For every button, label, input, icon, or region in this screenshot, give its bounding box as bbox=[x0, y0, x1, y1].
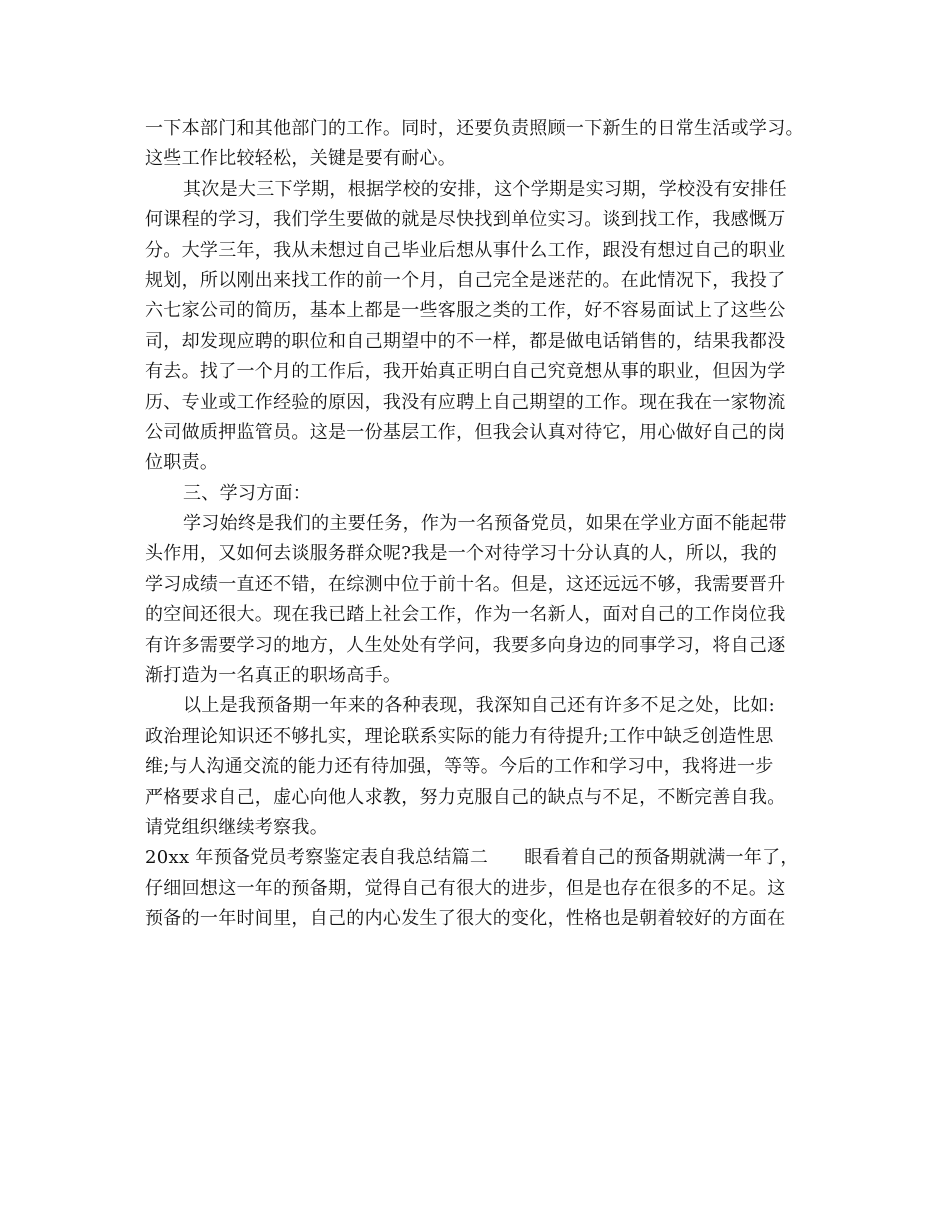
section-heading-continuation: 眼看着自己的预备期就满一年了， bbox=[524, 847, 799, 869]
text-line: 严格要求自己，虚心向他人求教，努力克服自己的缺点与不足，不断完善自我。 bbox=[145, 786, 786, 808]
section-heading: 20xx 年预备党员考察鉴定表自我总结篇二 bbox=[145, 847, 489, 869]
text-line: 一下本部门和其他部门的工作。同时，还要负责照顾一下新生的日常生活或学习。 bbox=[145, 118, 804, 139]
section-heading-line bbox=[145, 843, 813, 873]
text-line: 请党组织继续考察我。 bbox=[145, 816, 328, 838]
text-line: 学习成绩一直还不错，在综测中位于前十名。但是，这还远远不够，我需要晋升 bbox=[145, 573, 786, 595]
text-line: 公司做质押监管员。这是一份基层工作，但我会认真对待它，用心做好自己的岗 bbox=[145, 421, 786, 443]
document-page bbox=[145, 114, 813, 935]
paragraph-start-line: 以上是我预备期一年来的各种表现，我深知自己还有许多不足之处，比如: bbox=[183, 695, 775, 717]
paragraph-start-line: 其次是大三下学期，根据学校的安排，这个学期是实习期，学校没有安排任 bbox=[183, 178, 787, 200]
text-line: 位职责。 bbox=[145, 452, 219, 474]
section-title: 三、学习方面： bbox=[183, 482, 312, 504]
text-line: 政治理论知识还不够扎实，理论联系实际的能力有待提升;工作中缺乏创造性思 bbox=[145, 725, 774, 747]
text-line: 有许多需要学习的地方，人生处处有学问，我要多向身边的同事学习，将自己逐 bbox=[145, 634, 786, 656]
text-line: 规划，所以刚出来找工作的前一个月，自己完全是迷茫的。在此情况下，我投了 bbox=[145, 269, 786, 291]
text-line: 有去。找了一个月的工作后，我开始真正明白自己究竟想从事的职业，但因为学 bbox=[145, 361, 786, 383]
text-line: 历、专业或工作经验的原因，我没有应聘上自己期望的工作。现在我在一家物流 bbox=[145, 391, 786, 413]
paragraph-start-line: 学习始终是我们的主要任务，作为一名预备党员，如果在学业方面不能起带 bbox=[183, 513, 787, 535]
text-line: 这些工作比较轻松，关键是要有耐心。 bbox=[145, 148, 457, 170]
text-line: 司，却发现应聘的职位和自己期望中的不一样，都是做电话销售的，结果我都没 bbox=[145, 330, 786, 352]
text-line: 维;与人沟通交流的能力还有待加强，等等。今后的工作和学习中，我将进一步 bbox=[145, 756, 774, 778]
text-line: 的空间还很大。现在我已踏上社会工作，作为一名新人，面对自己的工作岗位我 bbox=[145, 604, 786, 626]
text-line: 仔细回想这一年的预备期，觉得自己有很大的进步，但是也存在很多的不足。这 bbox=[145, 877, 786, 899]
text-line: 何课程的学习，我们学生要做的就是尽快找到单位实习。谈到找工作，我感慨万 bbox=[145, 209, 786, 231]
text-line: 头作用，又如何去谈服务群众呢?我是一个对待学习十分认真的人，所以，我的 bbox=[145, 543, 778, 565]
text-line: 渐打造为一名真正的职场高手。 bbox=[145, 665, 402, 687]
text-line: 分。大学三年，我从未想过自己毕业后想从事什么工作，跟没有想过自己的职业 bbox=[145, 239, 786, 261]
text-line: 预备的一年时间里，自己的内心发生了很大的变化，性格也是朝着较好的方面在 bbox=[145, 908, 786, 930]
text-line: 六七家公司的简历，基本上都是一些客服之类的工作，好不容易面试上了这些公 bbox=[145, 300, 786, 322]
